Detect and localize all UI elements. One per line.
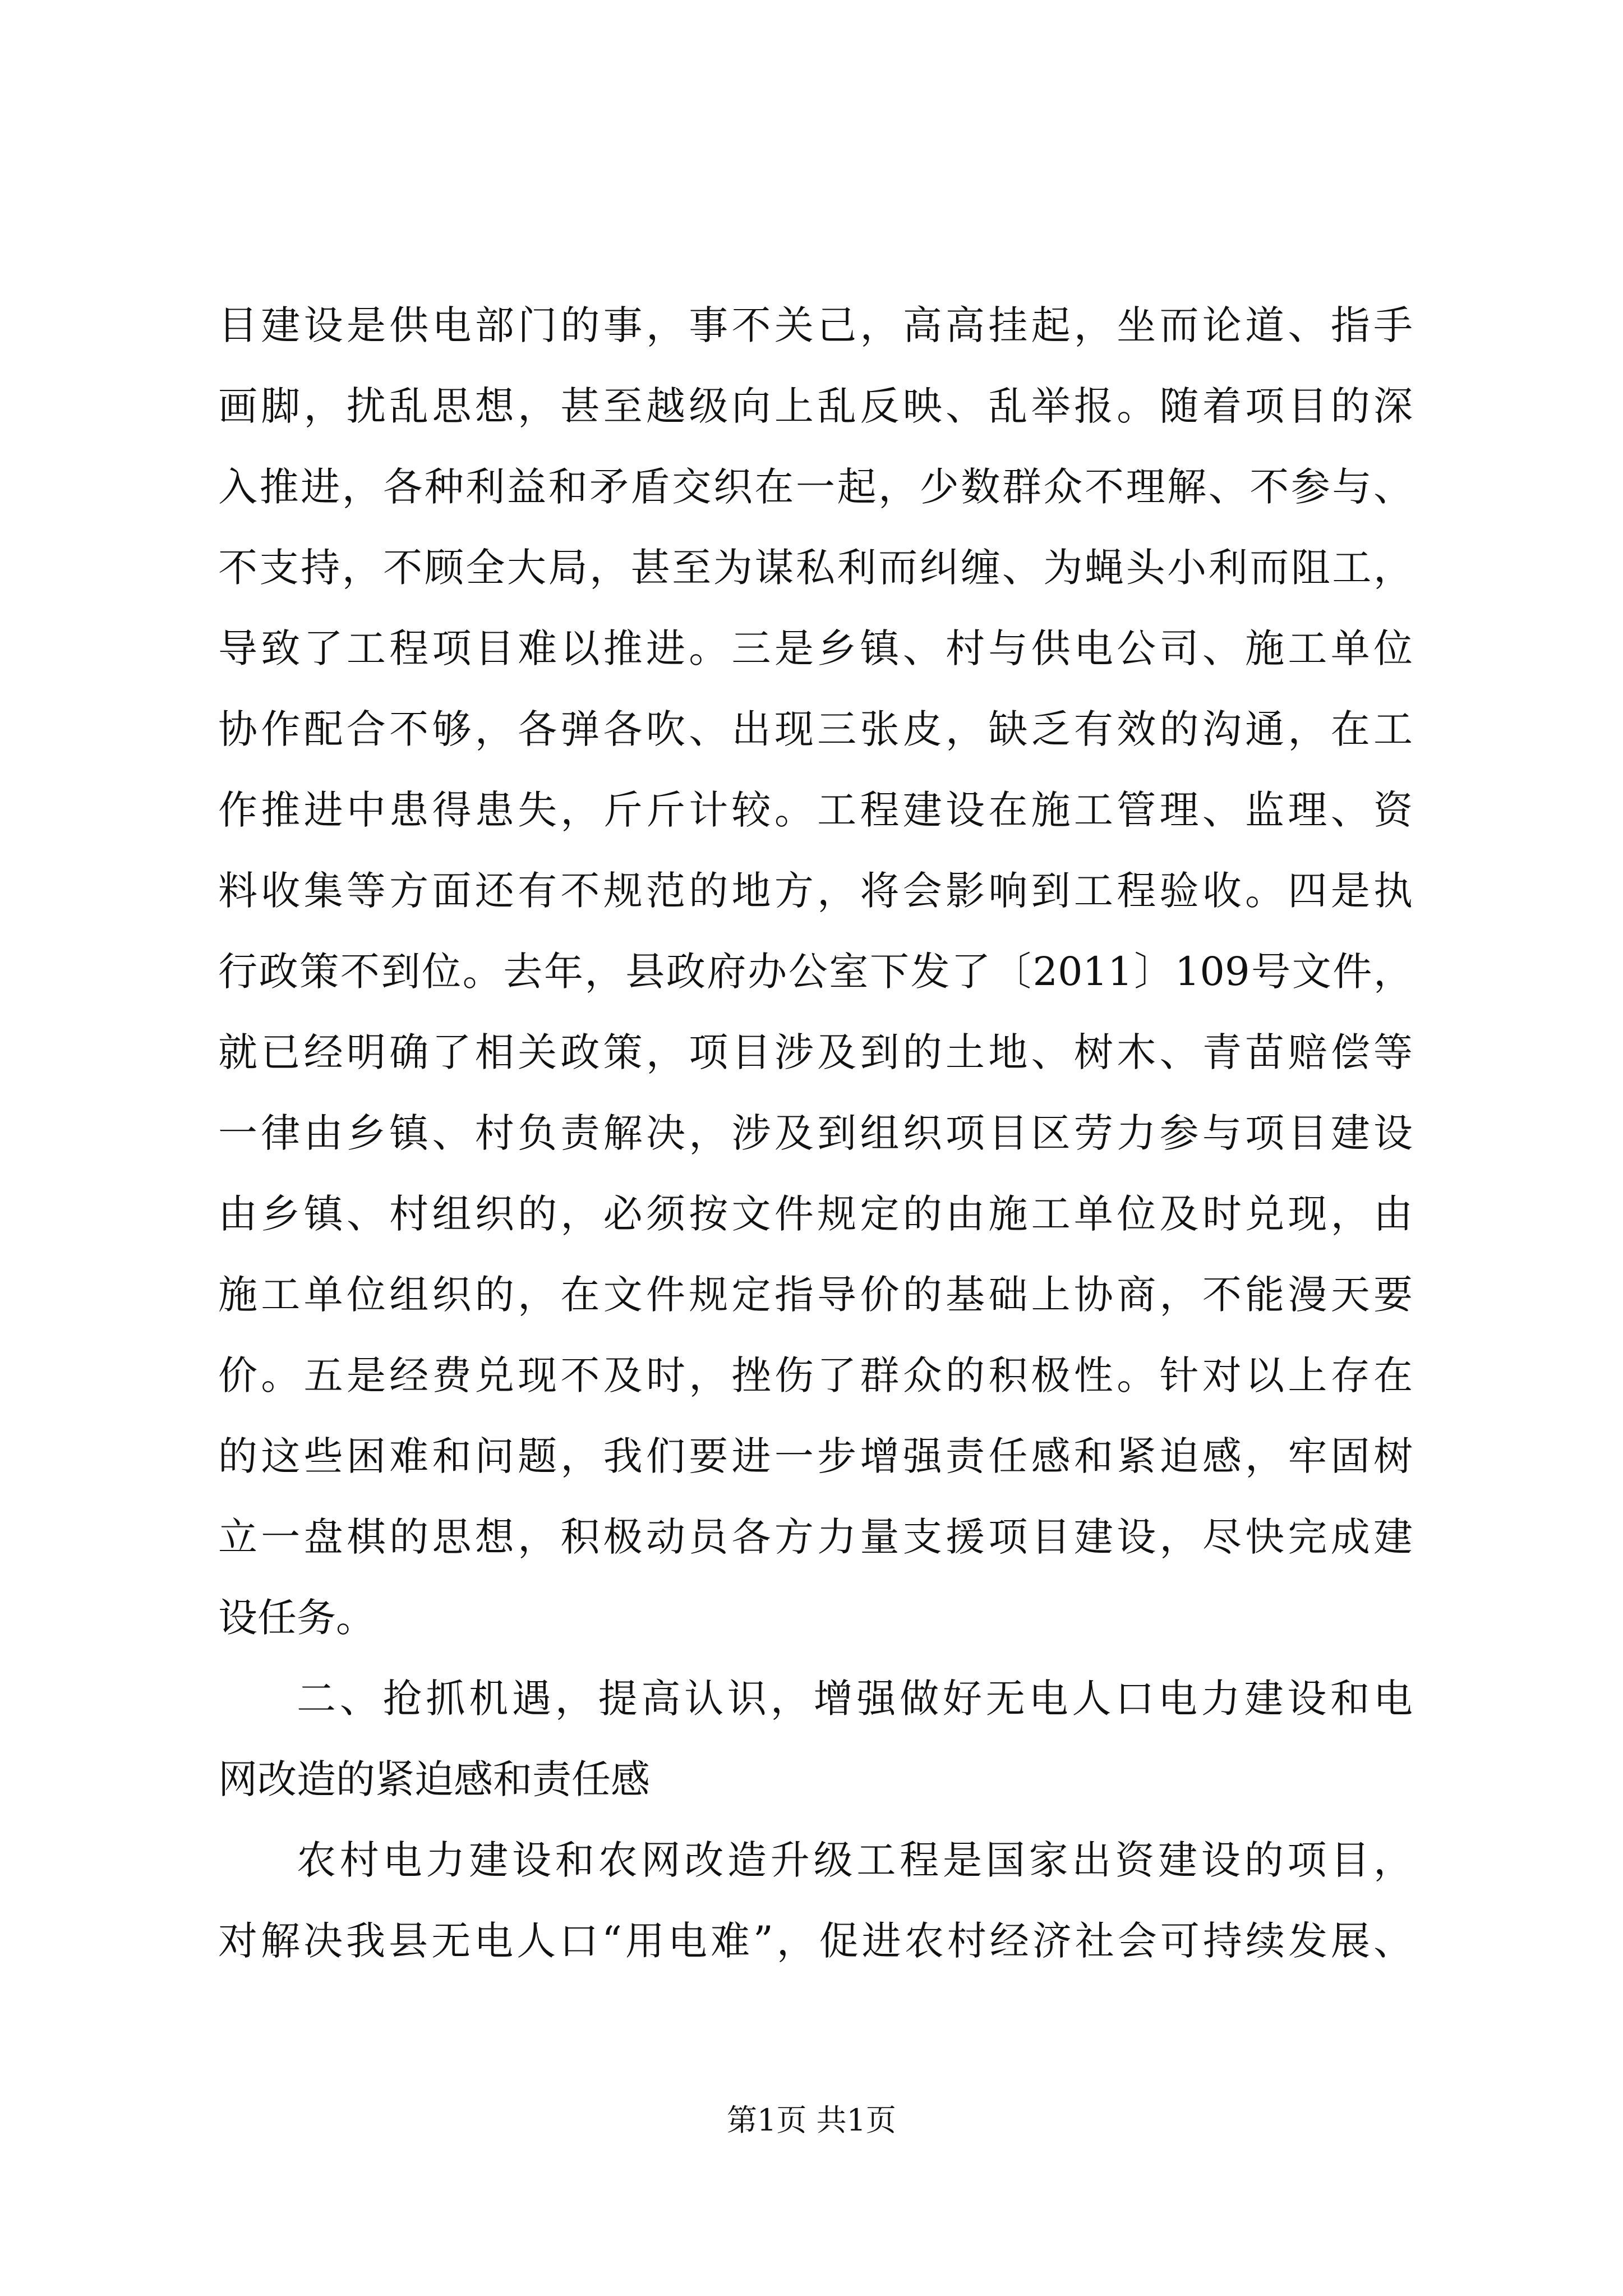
text-line: 导致了工程项目难以推进。三是乡镇、村与供电公司、施工单位 — [218, 625, 1413, 671]
text-line: 画脚，扰乱思想，甚至越级向上乱反映、乱举报。随着项目的深 — [218, 383, 1413, 429]
text-line: 的这些困难和问题，我们要进一步增强责任感和紧迫感，牢固树 — [218, 1433, 1413, 1479]
page-footer: 第1页 共1页 — [727, 2102, 896, 2138]
text-line: 目建设是供电部门的事，事不关己，高高挂起，坐而论道、指手 — [218, 302, 1413, 348]
text-line: 行政策不到位。去年，县政府办公室下发了〔2011〕109号文件， — [218, 949, 1413, 995]
text-line: 施工单位组织的，在文件规定指导价的基础上协商，不能漫天要 — [218, 1272, 1413, 1318]
document-body — [218, 285, 1413, 1981]
section-heading-line: 网改造的紧迫感和责任感 — [218, 1756, 650, 1802]
text-line: 作推进中患得患失，斤斤计较。工程建设在施工管理、监理、资 — [218, 787, 1413, 833]
section-heading-line: 二、抢抓机遇，提高认识，增强做好无电人口电力建设和电 — [297, 1676, 1413, 1722]
text-line: 入推进，各种利益和矛盾交织在一起，少数群众不理解、不参与、 — [218, 464, 1413, 510]
text-line: 对解决我县无电人口“用电难”，促进农村经济社会可持续发展、 — [218, 1918, 1413, 1964]
text-line: 立一盘棋的思想，积极动员各方力量支援项目建设，尽快完成建 — [218, 1514, 1413, 1560]
text-line: 农村电力建设和农网改造升级工程是国家出资建设的项目， — [297, 1837, 1413, 1883]
text-line: 价。五是经费兑现不及时，挫伤了群众的积极性。针对以上存在 — [218, 1352, 1413, 1398]
text-line: 协作配合不够，各弹各吹、出现三张皮，缺乏有效的沟通，在工 — [218, 706, 1413, 752]
text-line: 由乡镇、村组织的，必须按文件规定的由施工单位及时兑现，由 — [218, 1191, 1413, 1237]
text-line: 料收集等方面还有不规范的地方，将会影响到工程验收。四是执 — [218, 868, 1413, 914]
text-line: 不支持，不顾全大局，甚至为谋私利而纠缠、为蝇头小利而阻工， — [218, 545, 1413, 591]
text-line: 设任务。 — [218, 1595, 375, 1641]
text-line: 一律由乡镇、村负责解决，涉及到组织项目区劳力参与项目建设 — [218, 1110, 1413, 1156]
text-line: 就已经明确了相关政策，项目涉及到的土地、树木、青苗赔偿等 — [218, 1029, 1413, 1075]
